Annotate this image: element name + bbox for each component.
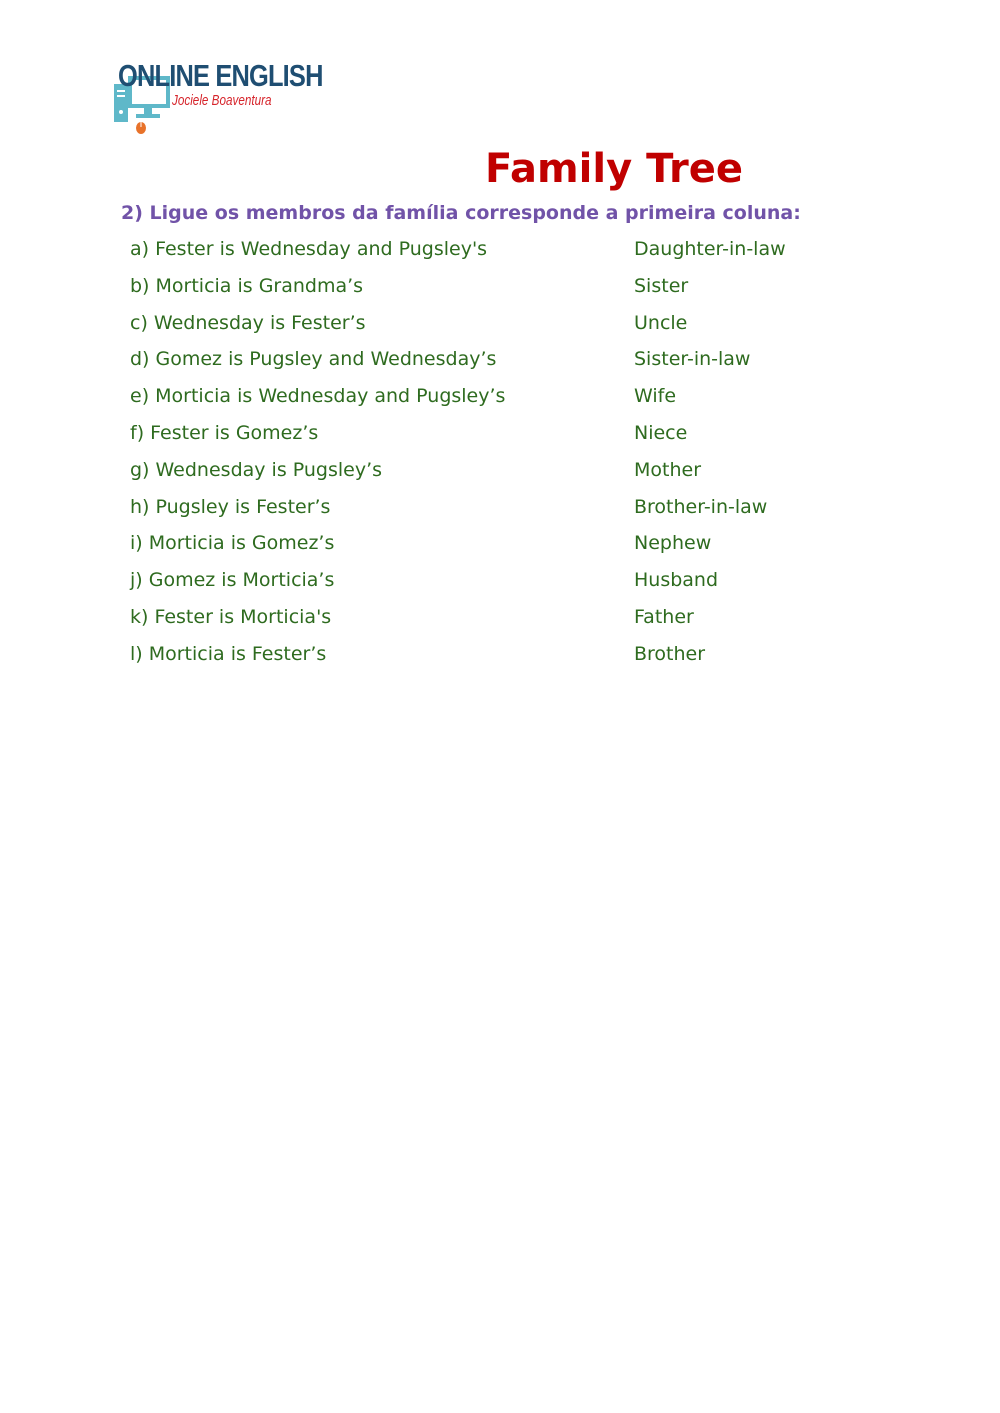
logo bbox=[112, 58, 323, 138]
list-item bbox=[130, 238, 890, 275]
list-item bbox=[130, 385, 890, 422]
logo-subtitle: Jociele Boaventura bbox=[172, 92, 272, 109]
item-answer: Nephew bbox=[634, 532, 712, 555]
item-prompt: i) Morticia is Gomez’s bbox=[130, 532, 335, 555]
item-answer: Brother-in-law bbox=[634, 495, 768, 518]
item-prompt: k) Fester is Morticia's bbox=[130, 605, 332, 628]
page-title: Family Tree bbox=[485, 146, 743, 192]
item-prompt: g) Wednesday is Pugsley’s bbox=[130, 458, 383, 481]
item-answer: Uncle bbox=[634, 311, 688, 334]
item-answer: Husband bbox=[634, 569, 719, 592]
item-prompt: b) Morticia is Grandma’s bbox=[130, 274, 364, 297]
item-prompt: c) Wednesday is Fester’s bbox=[130, 311, 366, 334]
item-prompt: h) Pugsley is Fester’s bbox=[130, 495, 331, 518]
list-item bbox=[130, 275, 890, 312]
item-prompt: e) Morticia is Wednesday and Pugsley’s bbox=[130, 385, 506, 408]
list-item bbox=[130, 312, 890, 349]
item-answer: Sister-in-law bbox=[634, 348, 751, 371]
matching-exercise bbox=[130, 238, 890, 680]
list-item bbox=[130, 496, 890, 533]
item-answer: Sister bbox=[634, 274, 689, 297]
item-answer: Wife bbox=[634, 385, 677, 408]
list-item bbox=[130, 422, 890, 459]
item-prompt: f) Fester is Gomez’s bbox=[130, 421, 319, 444]
list-item bbox=[130, 569, 890, 606]
item-answer: Daughter-in-law bbox=[634, 238, 786, 260]
list-item bbox=[130, 348, 890, 385]
item-answer: Brother bbox=[634, 642, 706, 665]
item-prompt: d) Gomez is Pugsley and Wednesday’s bbox=[130, 348, 497, 371]
list-item bbox=[130, 643, 890, 680]
item-prompt: j) Gomez is Morticia’s bbox=[130, 569, 335, 592]
item-answer: Niece bbox=[634, 421, 688, 444]
item-answer: Father bbox=[634, 605, 694, 628]
logo-title: ONLINE ENGLISH bbox=[118, 58, 323, 93]
list-item bbox=[130, 532, 890, 569]
list-item bbox=[130, 606, 890, 643]
item-prompt: a) Fester is Wednesday and Pugsley's bbox=[130, 238, 488, 260]
instruction: 2) Ligue os membros da família corresponde a primeira coluna: bbox=[121, 202, 801, 224]
item-prompt: l) Morticia is Fester’s bbox=[130, 642, 327, 665]
list-item bbox=[130, 459, 890, 496]
item-answer: Mother bbox=[634, 458, 702, 481]
